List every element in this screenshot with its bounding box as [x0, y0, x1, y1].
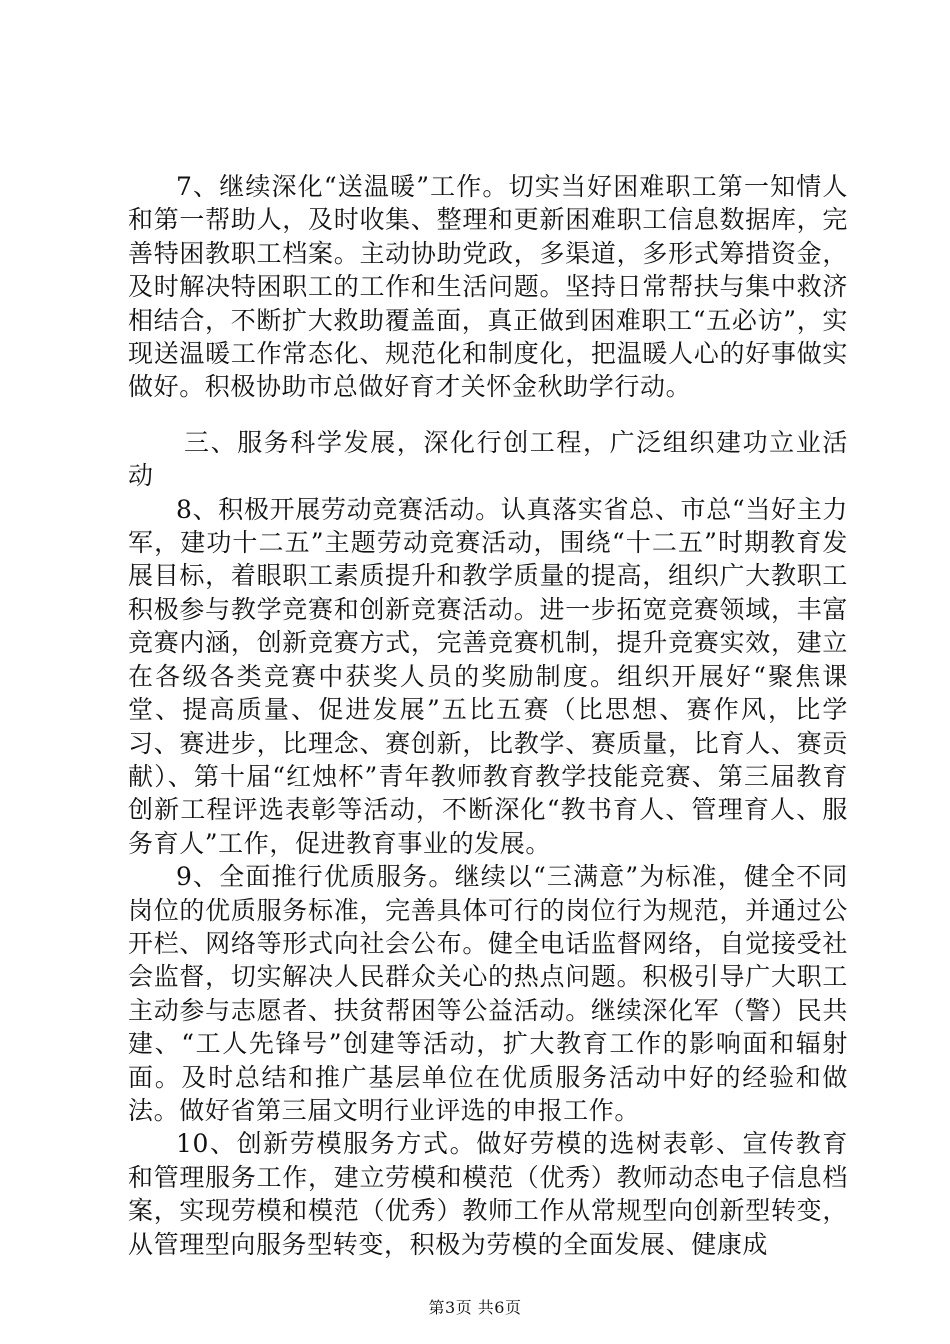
section-heading-3: 三、服务科学发展，深化行创工程，广泛组织建功立业活动 [128, 427, 848, 491]
paragraph-item-8: 8、积极开展劳动竞赛活动。认真落实省总、市总“当好主力军，建功十二五”主题劳动竞赛活动，围绕“十二五”时期教育发展目标，着眼职工素质提升和教学质量的提高，组织广大教职工积极参与教学竞赛和创新竞赛活动。进一步拓宽竞赛领域，丰富竞赛内涵，创新竞赛方式，完善竞赛机制，提升竞赛实效，建立在各级各类竞赛中获奖人员的奖励制度。组织开展好“聚焦课堂、提高质量、促进发展”五比五赛（比思想、赛作风，比学习、赛进步，比理念、赛创新，比教学、赛质量，比育人、赛贡献）、第十届“红烛杯”青年教师教育教学技能竞赛、第三届教育创新工程评选表彰等活动，不断深化“教书育人、管理育人、服务育人”工作，促进教育事业的发展。 [128, 494, 848, 858]
paragraph-item-9: 9、全面推行优质服务。继续以“三满意”为标准，健全不同岗位的优质服务标准，完善具体可行的岗位行为规范，并通过公开栏、网络等形式向社会公布。健全电话监督网络，自觉接受社会监督，切实解决人民群众关心的热点问题。积极引导广大职工主动参与志愿者、扶贫帮困等公益活动。继续深化军（警）民共建、“工人先锋号”创建等活动，扩大教育工作的影响面和辐射面。及时总结和推广基层单位在优质服务活动中好的经验和做法。做好省第三届文明行业评选的申报工作。 [128, 862, 848, 1125]
document-body [128, 170, 848, 1261]
paragraph-item-10: 10、创新劳模服务方式。做好劳模的选树表彰、宣传教育和管理服务工作，建立劳模和模范（优秀）教师动态电子信息档案，实现劳模和模范（优秀）教师工作从常规型向创新型转变，从管理型向服务型转变，积极为劳模的全面发展、健康成 [128, 1129, 848, 1259]
page-footer: 第3页 共6页 [428, 1298, 522, 1317]
paragraph-item-7: 7、继续深化“送温暖”工作。切实当好困难职工第一知情人和第一帮助人，及时收集、整理和更新困难职工信息数据库，完善特困教职工档案。主动协助党政，多渠道，多形式筹措资金，及时解决特困职工的工作和生活问题。坚持日常帮扶与集中救济相结合，不断扩大救助覆盖面，真正做到困难职工“五必访”，实现送温暖工作常态化、规范化和制度化，把温暖人心的好事做实做好。积极协助市总做好育才关怀金秋助学行动。 [128, 172, 848, 402]
